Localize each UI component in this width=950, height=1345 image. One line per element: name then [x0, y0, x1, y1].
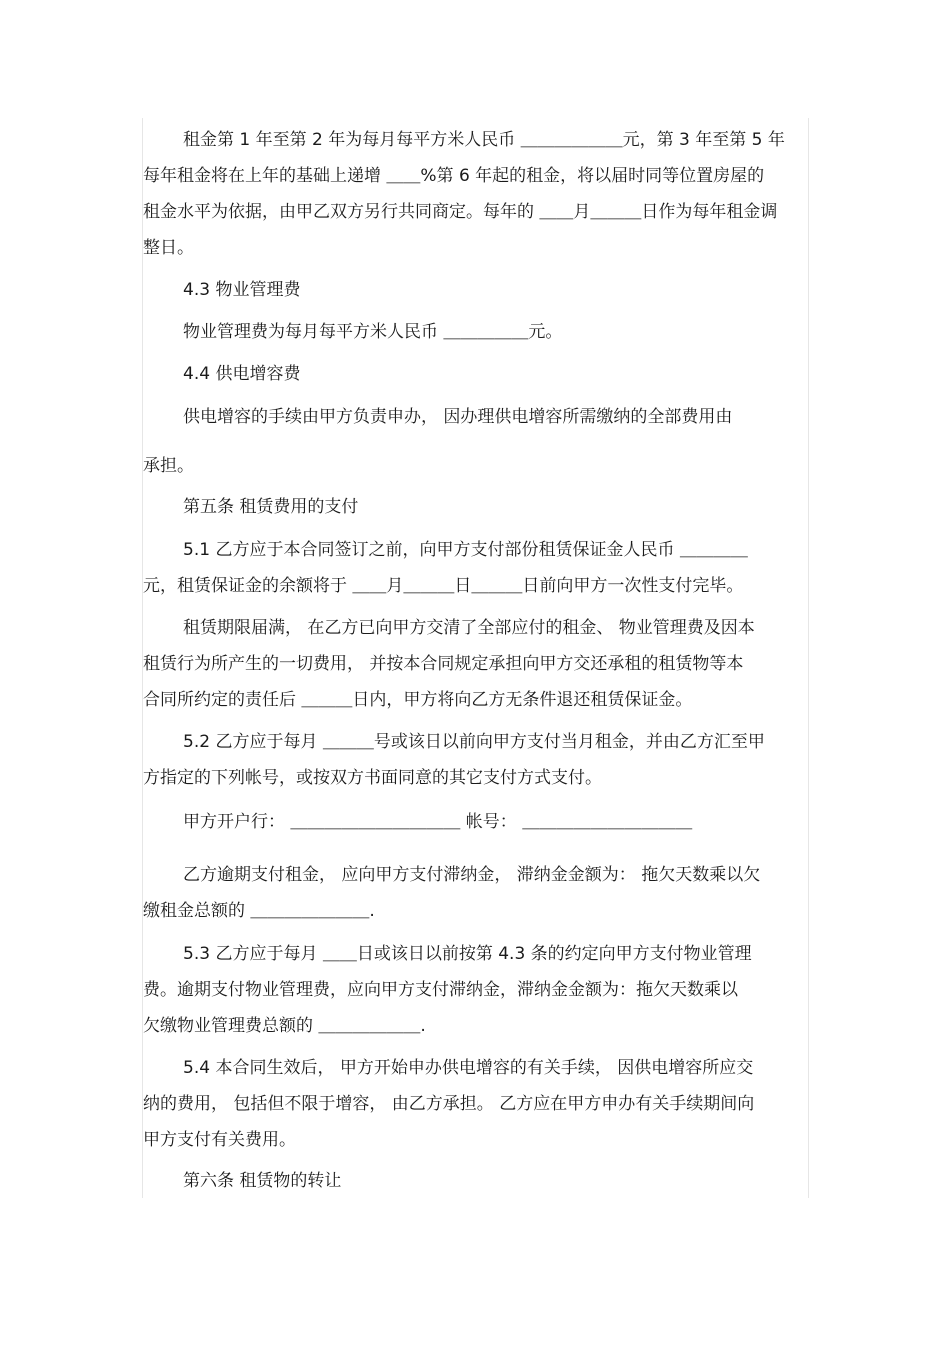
text-line: 5.4 本合同生效后， 甲方开始申办供电增容的有关手续， 因供电增容所应交	[183, 1058, 754, 1078]
text-line: 租赁期限届满， 在乙方已向甲方交清了全部应付的租金、 物业管理费及因本	[183, 618, 755, 638]
section-heading: 4.4 供电增容费	[183, 364, 301, 384]
document-page	[142, 118, 809, 1198]
text-line: 元，租赁保证金的余额将于 ＿＿月＿＿＿日＿＿＿日前向甲方一次性支付完毕。	[143, 576, 744, 596]
text-line: 甲方支付有关费用。	[143, 1130, 296, 1150]
text-line: 方指定的下列帐号，或按双方书面同意的其它支付方式支付。	[143, 768, 602, 788]
text-line: 费。逾期支付物业管理费，应向甲方支付滞纳金，滞纳金金额为：拖欠天数乘以	[143, 980, 738, 1000]
text-line: 供电增容的手续由甲方负责申办， 因办理供电增容所需缴纳的全部费用由	[183, 407, 733, 427]
account-line: 甲方开户行： ＿＿＿＿＿＿＿＿＿＿ 帐号： ＿＿＿＿＿＿＿＿＿＿	[183, 812, 693, 832]
text-line: 纳的费用， 包括但不限于增容， 由乙方承担。 乙方应在甲方申办有关手续期间向	[143, 1094, 755, 1114]
text-line: 5.1 乙方应于本合同签订之前，向甲方支付部份租赁保证金人民币 ＿＿＿＿	[183, 540, 748, 560]
text-line: 物业管理费为每月每平方米人民币 ＿＿＿＿＿元。	[183, 322, 563, 342]
text-line: 缴租金总额的 ＿＿＿＿＿＿＿.	[143, 901, 375, 921]
article-heading: 第五条 租赁费用的支付	[183, 497, 359, 517]
text-line: 租金水平为依据，由甲乙双方另行共同商定。每年的 ＿＿月＿＿＿日作为每年租金调	[143, 202, 778, 222]
text-line: 合同所约定的责任后 ＿＿＿日内，甲方将向乙方无条件退还租赁保证金。	[143, 690, 693, 710]
text-line: 整日。	[143, 238, 194, 258]
article-heading: 第六条 租赁物的转让	[183, 1171, 342, 1191]
text-line: 租金第 1 年至第 2 年为每月每平方米人民币 ＿＿＿＿＿＿元，第 3 年至第 5 年	[183, 130, 785, 150]
text-line: 欠缴物业管理费总额的 ＿＿＿＿＿＿.	[143, 1016, 426, 1036]
text-line: 租赁行为所产生的一切费用， 并按本合同规定承担向甲方交还承租的租赁物等本	[143, 654, 744, 674]
section-heading: 4.3 物业管理费	[183, 280, 301, 300]
text-line: 每年租金将在上年的基础上递增 ＿＿%第 6 年起的租金，将以届时同等位置房屋的	[143, 166, 765, 186]
text-line: 承担。	[143, 456, 194, 476]
text-line: 乙方逾期支付租金， 应向甲方支付滞纳金， 滞纳金金额为： 拖欠天数乘以欠	[183, 865, 761, 885]
text-line: 5.2 乙方应于每月 ＿＿＿号或该日以前向甲方支付当月租金，并由乙方汇至甲	[183, 732, 765, 752]
text-line: 5.3 乙方应于每月 ＿＿日或该日以前按第 4.3 条的约定向甲方支付物业管理	[183, 944, 752, 964]
